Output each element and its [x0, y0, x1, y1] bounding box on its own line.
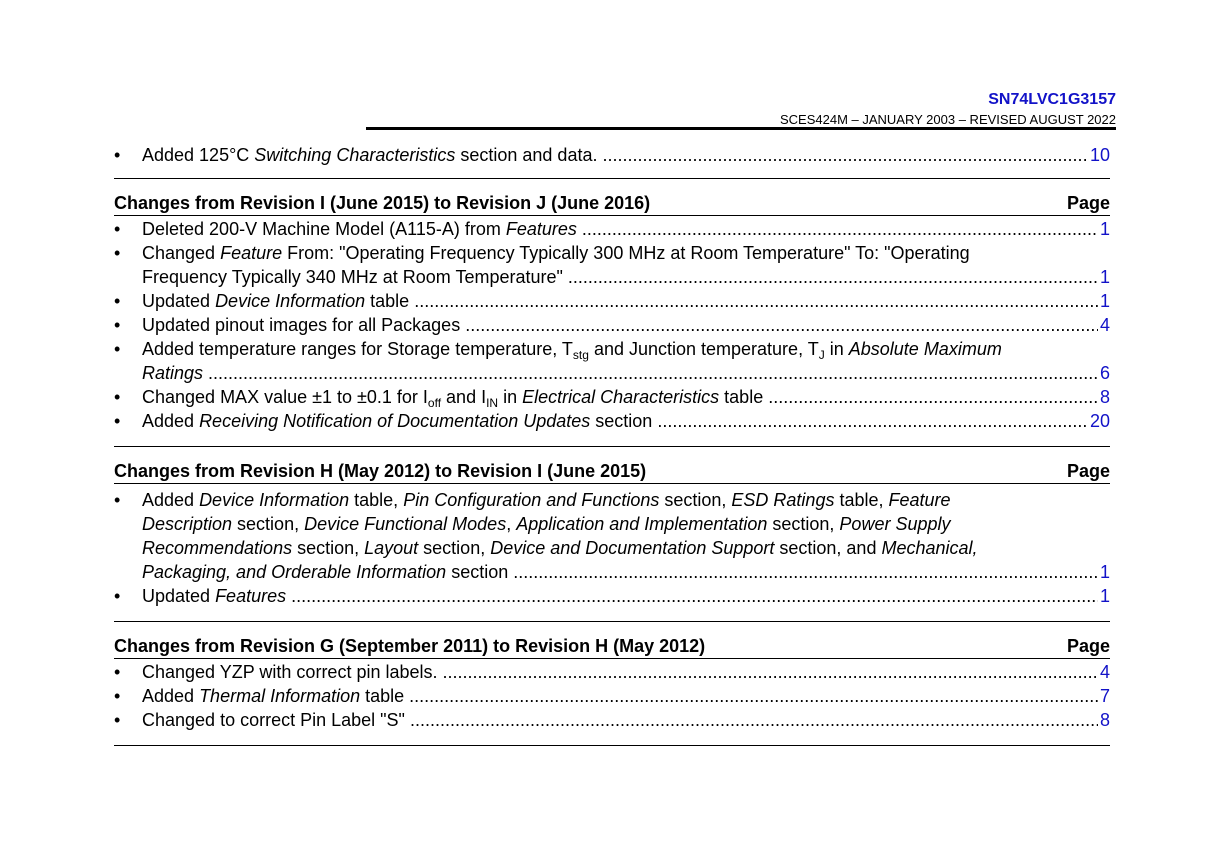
page-column-label: Page	[1066, 636, 1110, 656]
part-number[interactable]: SN74LVC1G3157	[988, 91, 1116, 108]
page-link[interactable]: 20	[1089, 411, 1110, 431]
document-info: SCES424M – JANUARY 2003 – REVISED AUGUST 2022	[779, 112, 1116, 127]
bullet: •	[114, 145, 121, 165]
list-item: • Changed YZP with correct pin labels. ..... 4	[114, 660, 1110, 684]
page-link[interactable]: 10	[1089, 145, 1110, 165]
section-divider	[114, 745, 1110, 746]
section-title: Changes from Revision G (September 2011) to Revision H (May 2012)	[114, 636, 706, 656]
page-link[interactable]: 1	[1099, 562, 1110, 582]
list-item: • Changed Feature From: "Operating Frequency Typically 300 MHz at Room Temperature" To: "Operating Frequency Typically 340 MHz at Room Temperature" ..... 1	[114, 241, 1110, 289]
page-link[interactable]: 8	[1099, 387, 1110, 407]
list-item: • Added Device Information table, Pin Configuration and Functions section, ESD Ratings table, Feature Description section, Device Functional Modes, Application and Implementation section, Power Supply Recommendations section, Layout section, Device and Documentation Support section, and Mechanical, Packaging, and Orderable Information section ..... 1	[114, 488, 1110, 584]
page-link[interactable]: 6	[1099, 363, 1110, 383]
section-title: Changes from Revision H (May 2012) to Revision I (June 2015)	[114, 461, 647, 481]
section-header	[114, 459, 1110, 484]
page-column-label: Page	[1066, 461, 1110, 481]
page-link[interactable]: 4	[1099, 662, 1110, 682]
page-link[interactable]: 1	[1099, 291, 1110, 311]
page-link[interactable]: 1	[1099, 267, 1110, 287]
section-header	[114, 191, 1110, 216]
list-item: • Changed MAX value ±1 to ±0.1 for $I_{off}$ and $I_{IN}$ in Electrical Characteristics table ..... 8	[114, 385, 1110, 409]
list-item: • Changed to correct Pin Label "S" ..... 8	[114, 708, 1110, 732]
section-header	[114, 634, 1110, 659]
page-link[interactable]: 4	[1099, 315, 1110, 335]
list-item: • Updated Features ..... 1	[114, 584, 1110, 608]
list-item: • Updated pinout images for all Packages ..... 4	[114, 313, 1110, 337]
list-item: • Updated Device Information table ..... 1	[114, 289, 1110, 313]
page-link[interactable]: 7	[1099, 686, 1110, 706]
page-link[interactable]: 1	[1099, 219, 1110, 239]
page-column-label: Page	[1066, 193, 1110, 213]
section-title: Changes from Revision I (June 2015) to Revision J (June 2016)	[114, 193, 651, 213]
revision-history	[114, 143, 1110, 746]
list-item: • Added 125°C Switching Characteristics section and data. ..... 10	[114, 143, 1110, 167]
list-item: • Added Receiving Notification of Documentation Updates section ..... 20	[114, 409, 1110, 433]
list-item: • Deleted 200-V Machine Model (A115-A) from Features ..... 1	[114, 217, 1110, 241]
list-item: • Added temperature ranges for Storage temperature, $T_{stg}$ and Junction temperature, $T_J$ in Absolute Maximum Ratings ..... 6	[114, 337, 1110, 385]
header-rule	[366, 127, 1116, 130]
list-item: • Added Thermal Information table ..... 7	[114, 684, 1110, 708]
page-link[interactable]: 8	[1099, 710, 1110, 730]
page-link[interactable]: 1	[1099, 586, 1110, 606]
